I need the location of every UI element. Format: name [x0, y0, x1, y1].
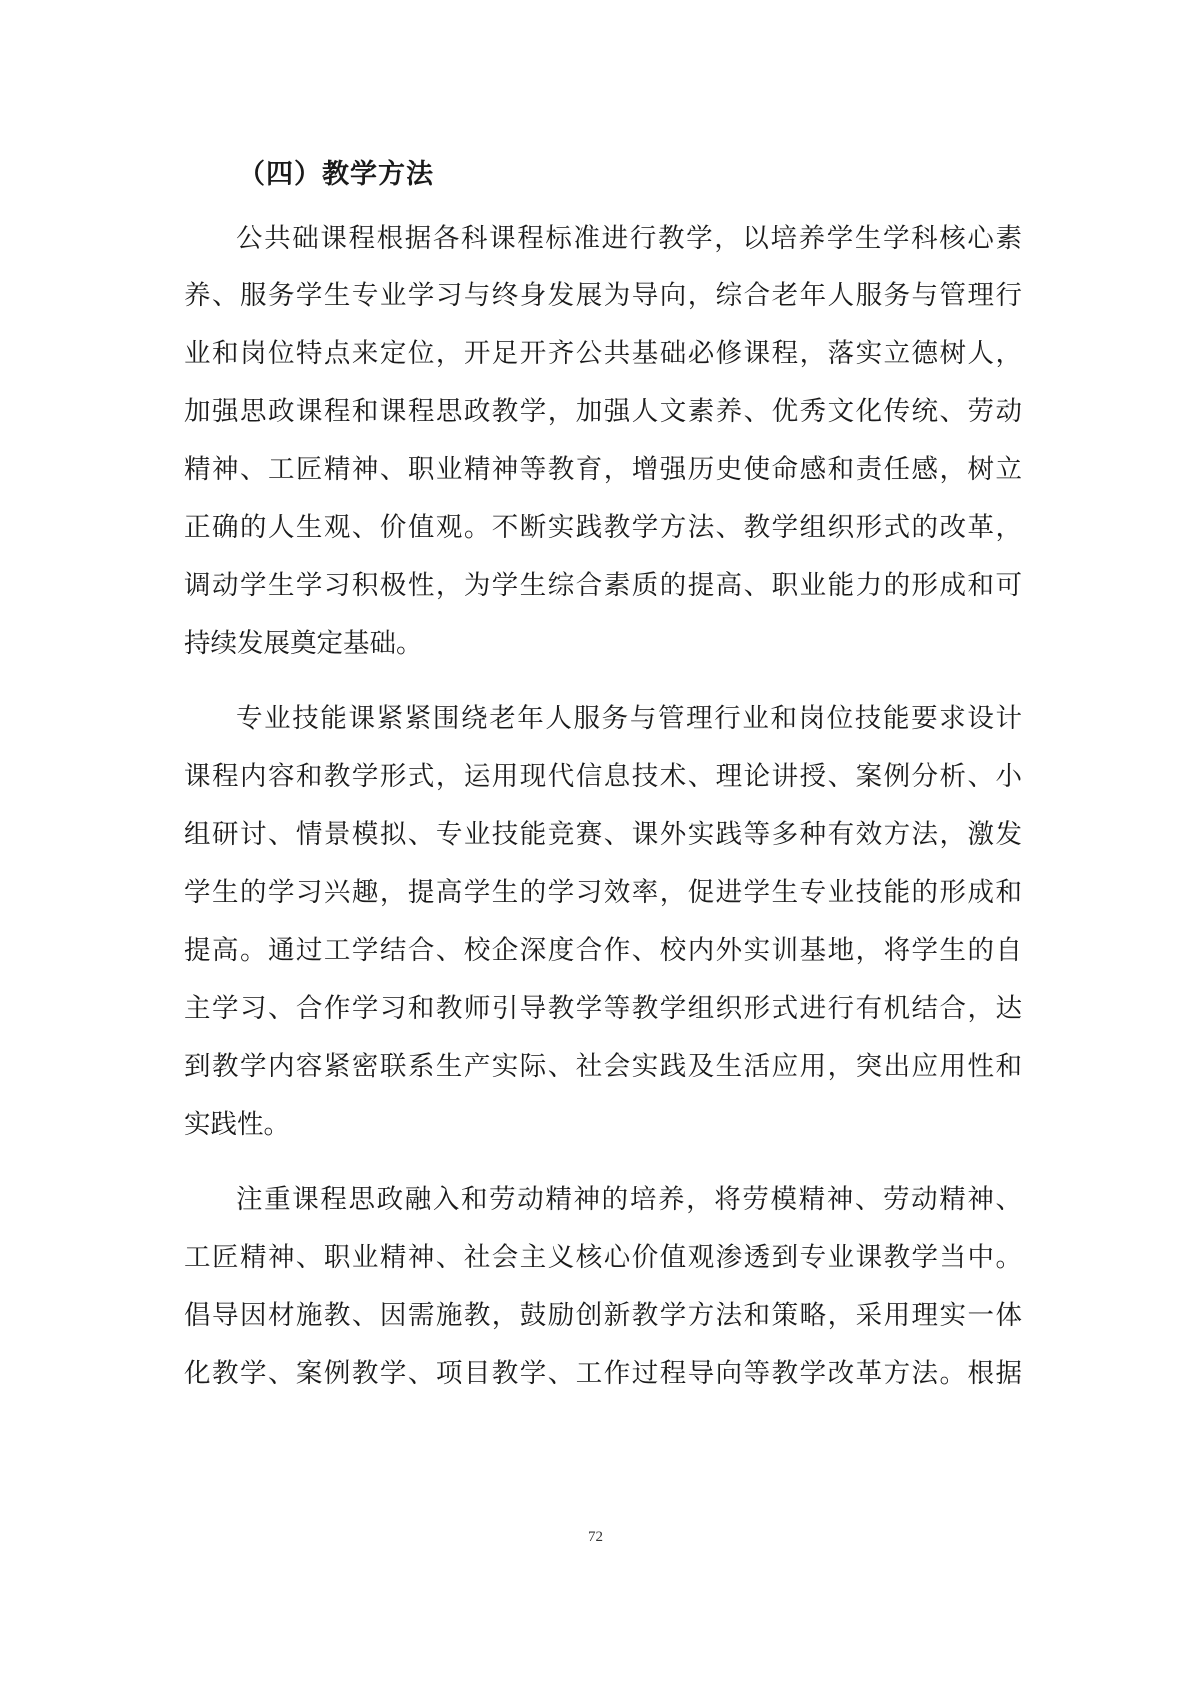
paragraph-line: 加强思政课程和课程思政教学，加强人文素养、优秀文化传统、劳动 — [184, 396, 1022, 427]
paragraph-line: 专业技能课紧紧围绕老年人服务与管理行业和岗位技能要求设计 — [236, 703, 1022, 734]
page-number: 72 — [588, 1529, 603, 1545]
paragraph-line: 精神、工匠精神、职业精神等教育，增强历史使命感和责任感，树立 — [184, 454, 1022, 485]
paragraph-line: 实践性。 — [184, 1109, 290, 1140]
paragraph-line: 业和岗位特点来定位，开足开齐公共基础必修课程，落实立德树人， — [184, 338, 1022, 369]
paragraph-line: 注重课程思政融入和劳动精神的培养，将劳模精神、劳动精神、 — [236, 1184, 1022, 1215]
paragraph-line: 课程内容和教学形式，运用现代信息技术、理论讲授、案例分析、小 — [184, 761, 1022, 792]
paragraph-line: 倡导因材施教、因需施教，鼓励创新教学方法和策略，采用理实一体 — [184, 1300, 1022, 1331]
section-heading: （四）教学方法 — [238, 159, 434, 190]
paragraph-line: 公共础课程根据各科课程标准进行教学，以培养学生学科核心素 — [236, 223, 1022, 254]
paragraph-line: 提高。通过工学结合、校企深度合作、校内外实训基地，将学生的自 — [184, 935, 1022, 966]
paragraph-line: 到教学内容紧密联系生产实际、社会实践及生活应用，突出应用性和 — [184, 1051, 1022, 1082]
paragraph-line: 持续发展奠定基础。 — [184, 628, 423, 659]
paragraph-line: 养、服务学生专业学习与终身发展为导向，综合老年人服务与管理行 — [184, 280, 1022, 311]
paragraph-line: 学生的学习兴趣，提高学生的学习效率，促进学生专业技能的形成和 — [184, 877, 1022, 908]
paragraph-line: 主学习、合作学习和教师引导教学等教学组织形式进行有机结合，达 — [184, 993, 1022, 1024]
paragraph-line: 调动学生学习积极性，为学生综合素质的提高、职业能力的形成和可 — [184, 570, 1022, 601]
paragraph-line: 组研讨、情景模拟、专业技能竞赛、课外实践等多种有效方法，激发 — [184, 819, 1022, 850]
paragraph-line: 化教学、案例教学、项目教学、工作过程导向等教学改革方法。根据 — [184, 1358, 1022, 1389]
paragraph-line: 工匠精神、职业精神、社会主义核心价值观渗透到专业课教学当中。 — [184, 1242, 1022, 1273]
paragraph-line: 正确的人生观、价值观。不断实践教学方法、教学组织形式的改革， — [184, 512, 1022, 543]
